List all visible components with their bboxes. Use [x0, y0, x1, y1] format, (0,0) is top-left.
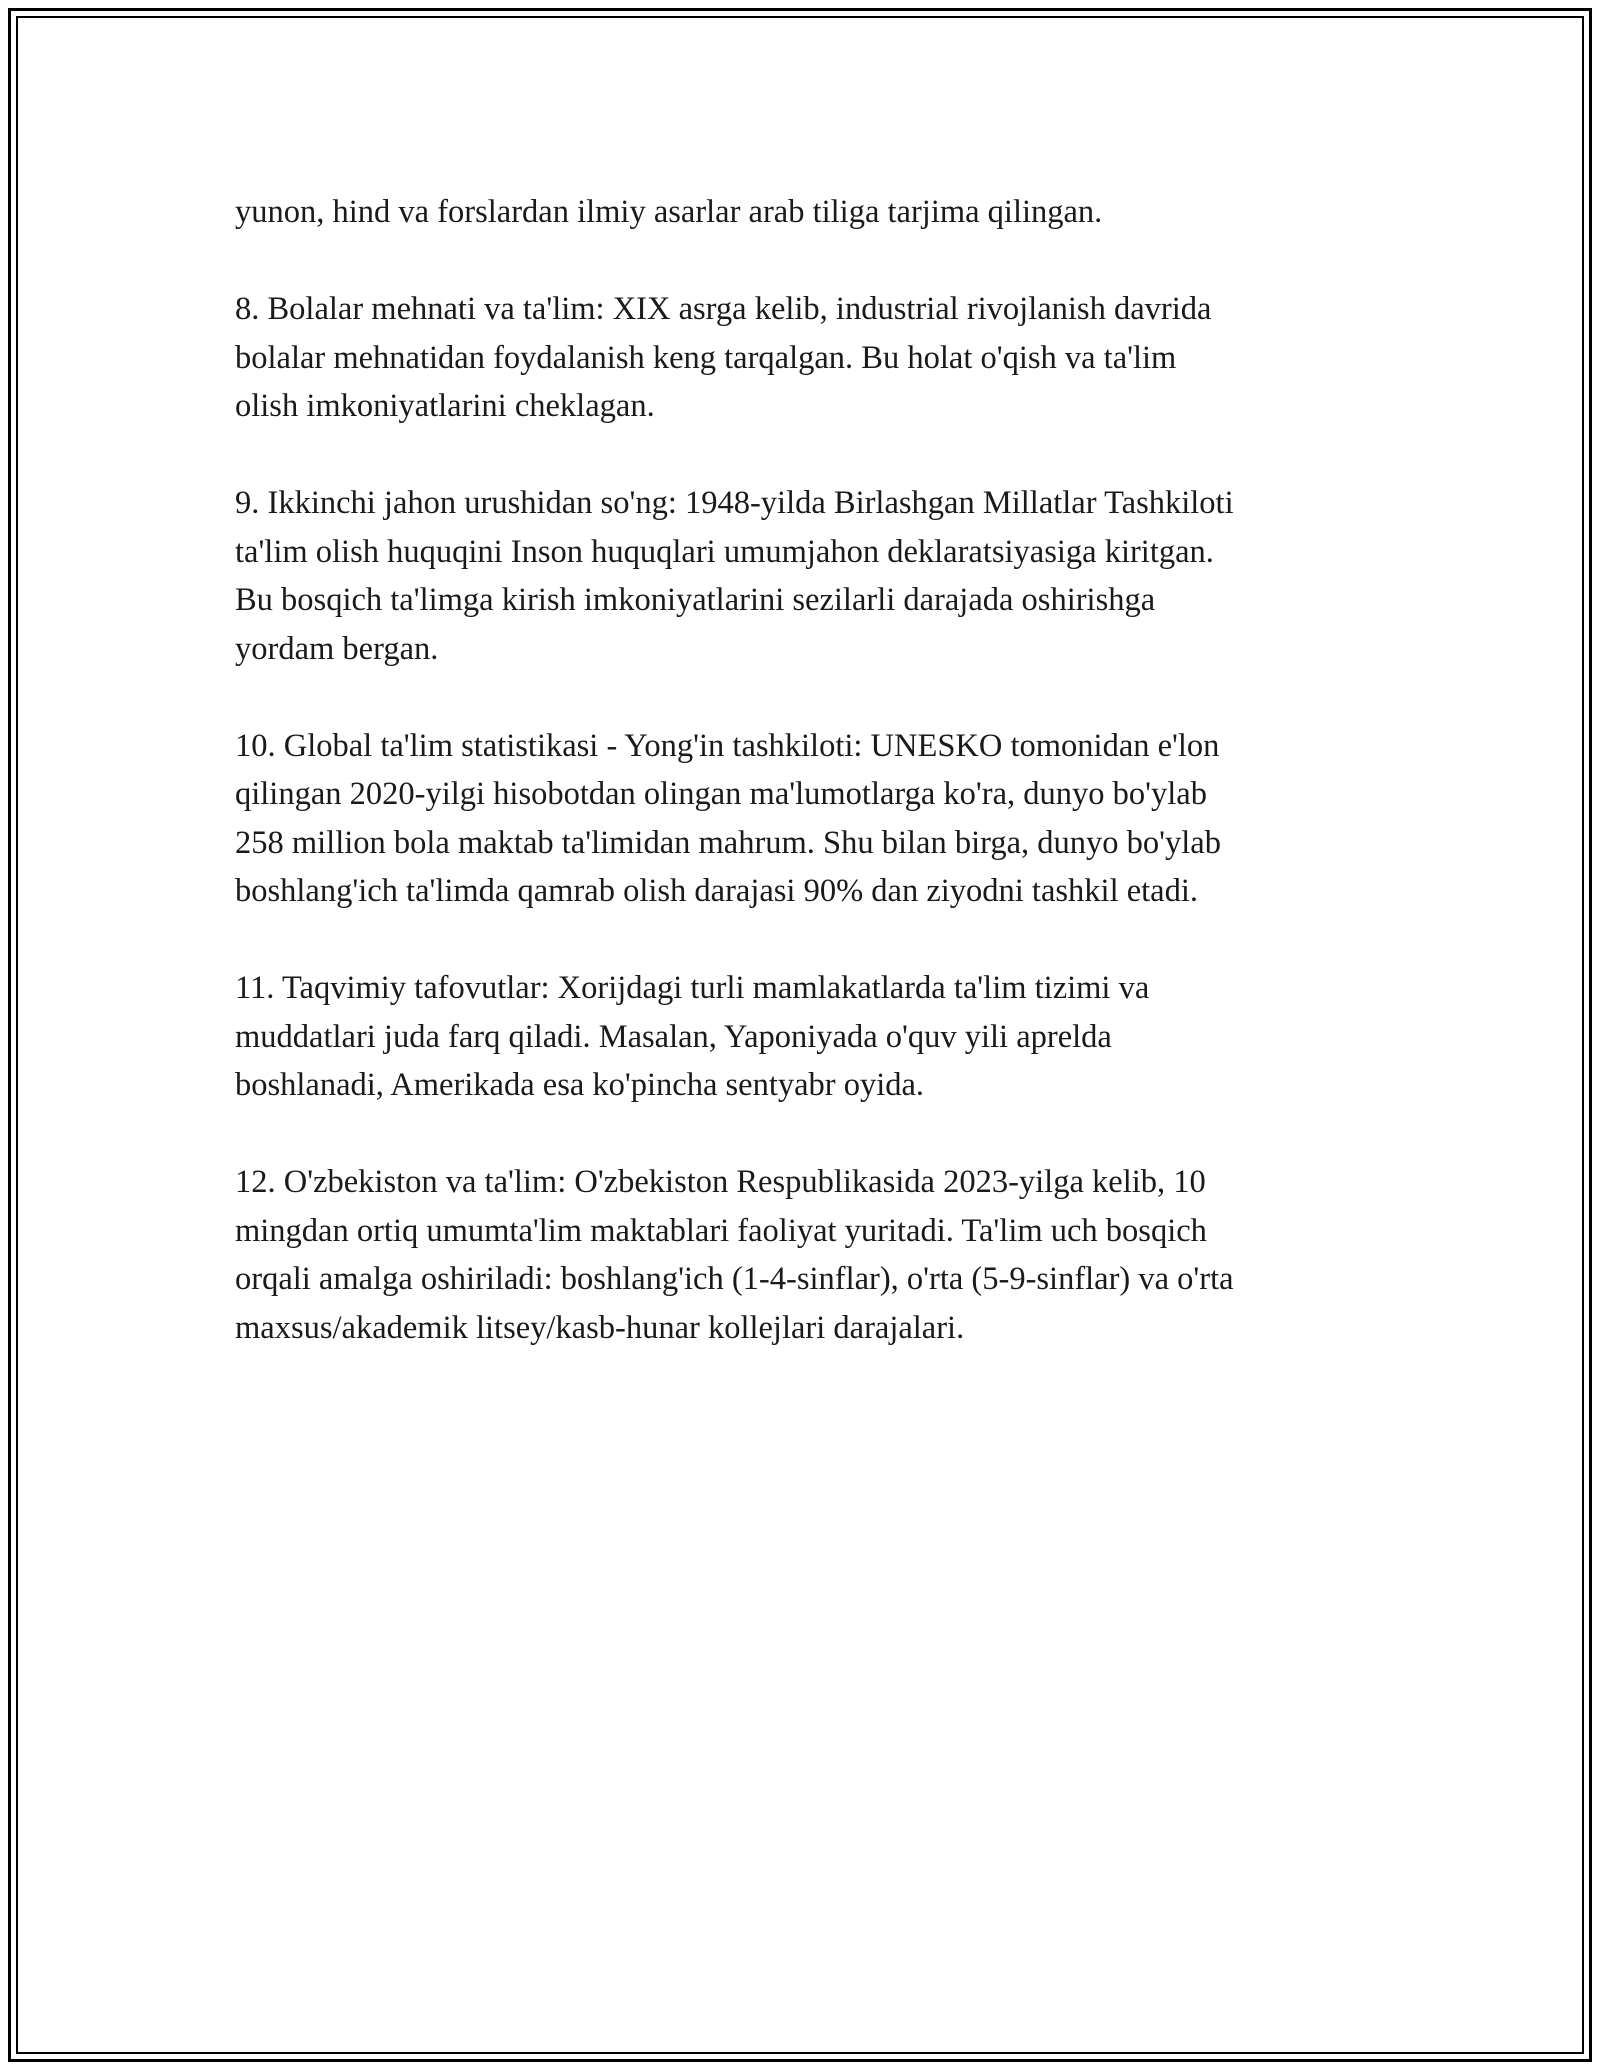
text-line: 10. Global ta'lim statistikasi - Yong'in tashkiloti: UNESKO tomonidan e'lon: [235, 727, 1220, 764]
paragraph-item-10: [235, 722, 1385, 916]
text-line: boshlang'ich ta'limda qamrab olish darajasi 90% dan ziyodni tashkil etadi.: [235, 873, 1199, 909]
text-line: 258 million bola maktab ta'limidan mahrum. Shu bilan birga, dunyo bo'ylab: [235, 824, 1221, 861]
text-line: 12. O'zbekiston va ta'lim: O'zbekiston Respublikasida 2023-yilga kelib, 10: [235, 1164, 1206, 1200]
paragraph-continuation: [235, 188, 1385, 237]
text-line: 8. Bolalar mehnati va ta'lim: XIX asrga kelib, industrial rivojlanish davrida: [235, 291, 1212, 327]
text-line: ta'lim olish huquqini Inson huquqlari umumjahon deklaratsiyasiga kiritgan.: [235, 533, 1214, 570]
paragraph-item-8: [235, 285, 1385, 431]
paragraph-item-11: [235, 964, 1385, 1110]
text-line: orqali amalga oshiriladi: boshlang'ich (1-4-sinflar), o'rta (5-9-sinflar) va o'rta: [235, 1261, 1234, 1297]
text-line: boshlanadi, Amerikada esa ko'pincha sentyabr oyida.: [235, 1067, 925, 1103]
text-line: 9. Ikkinchi jahon urushidan so'ng: 1948-yilda Birlashgan Millatlar Tashkiloti: [235, 485, 1234, 521]
text-line: muddatlari juda farq qiladi. Masalan, Yaponiyada o'quv yili aprelda: [235, 1018, 1112, 1055]
text-line: bolalar mehnatidan foydalanish keng tarqalgan. Bu holat o'qish va ta'lim: [235, 339, 1177, 376]
paragraph-item-9: [235, 479, 1385, 673]
text-line: 11. Taqvimiy tafovutlar: Xorijdagi turli mamlakatlarda ta'lim tizimi va: [235, 970, 1150, 1006]
text-line: yunon, hind va forslardan ilmiy asarlar arab tiliga tarjima qilingan.: [235, 194, 1103, 230]
text-line: Bu bosqich ta'limga kirish imkoniyatlarini sezilarli darajada oshirishga: [235, 582, 1156, 618]
text-line: qilingan 2020-yilgi hisobotdan olingan ma'lumotlarga ko'ra, dunyo bo'ylab: [235, 776, 1207, 812]
text-line: yordam bergan.: [235, 630, 439, 667]
text-line: mingdan ortiq umumta'lim maktablari faoliyat yuritadi. Ta'lim uch bosqich: [235, 1212, 1207, 1249]
paragraph-item-12: [235, 1158, 1385, 1352]
text-line: maxsus/akademik litsey/kasb-hunar kollejlari darajalari.: [235, 1309, 965, 1346]
text-line: olish imkoniyatlarini cheklagan.: [235, 388, 655, 424]
document-body: [235, 188, 1385, 1401]
